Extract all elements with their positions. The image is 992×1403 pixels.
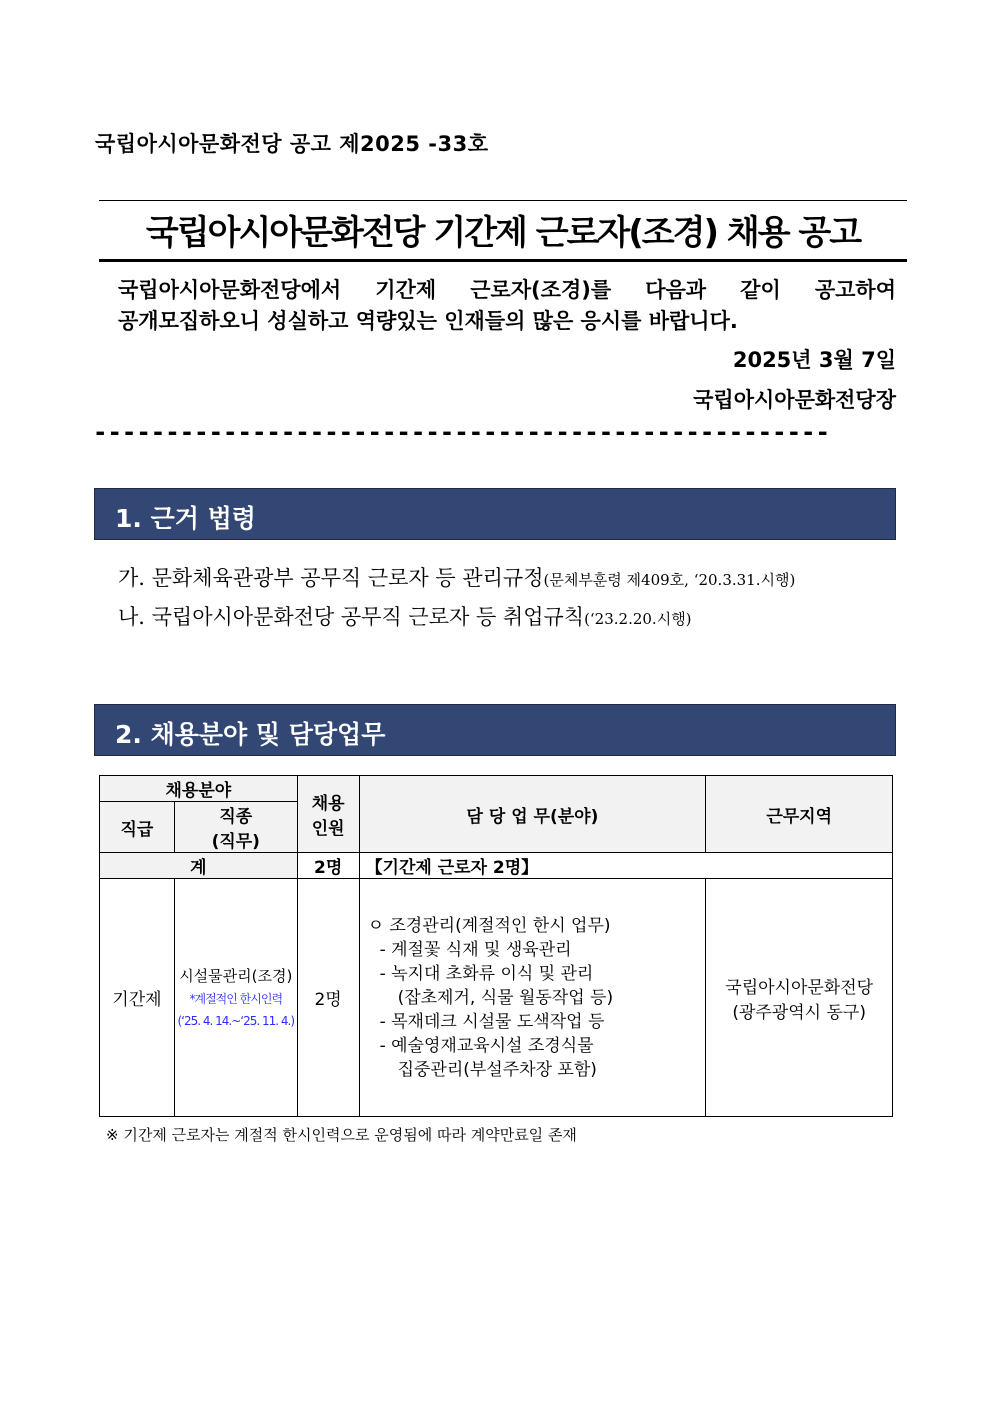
total-label: 계 [100,853,298,879]
intro-word: 다음과 [645,278,707,302]
intro-word: 공고하여 [814,278,896,302]
intro-word: 기간제 [375,278,437,302]
header-field: 채용분야 [100,776,298,802]
header-location: 근무지역 [706,776,893,853]
header-job-line: (직무) [211,832,260,852]
header-duty: 담 당 업 무(분야) [359,776,706,853]
section-2-title: 2. 채용분야 및 담당업무 [115,720,386,749]
total-note: 【기간제 근로자 2명】 [359,853,892,879]
recruitment-table [99,775,893,1117]
location-line: 국립아시아문화전당 [725,977,874,998]
header-hire-line: 채용 [311,794,345,814]
intro-line-2: 공개모집하오니 성실하고 역량있는 인재들의 많은 응시를 바랍니다. [118,309,738,333]
duty-line: 집중관리(부설주차장 포함) [397,1059,597,1080]
signer: 국립아시아문화전당장 [693,388,896,412]
header-grade: 직급 [100,802,175,853]
intro-word: 같이 [740,278,781,302]
page-title: 국립아시아문화전당 기간제 근로자(조경) 채용 공고 [145,213,861,253]
row-grade: 기간제 [100,879,175,1117]
row-duties [359,879,706,1117]
row-job-note: *계절적인 한시인력 [189,991,283,1006]
header-hire-count [297,776,359,853]
law-item-note: (‘23.2.20.시행) [584,610,692,628]
total-count: 2명 [297,853,359,879]
notice-number: 국립아시아문화전당 공고 제2025 -33호 [95,132,489,156]
location-line: (광주광역시 동구) [732,1002,866,1023]
section-1-title: 1. 근거 법령 [115,504,256,533]
row-count: 2명 [297,879,359,1117]
footnote: ※ 기간제 근로자는 계절적 한시인력으로 운영됨에 따라 계약만료일 존재 [106,1126,577,1144]
intro-word: 국립아시아문화전당에서 [118,278,342,302]
table-row [100,879,893,1117]
title-rule [99,259,907,262]
intro-word: 근로자(조경)를 [470,278,612,302]
row-job-period: (‘25. 4. 14.~‘25. 11. 4.) [177,1013,295,1028]
law-item-main: 가. 문화체육관광부 공무직 근로자 등 관리규정 [118,566,544,590]
row-location [706,879,893,1117]
law-item [118,601,692,631]
duty-line: - 예술영재교육시설 조경식물 [379,1035,594,1056]
duty-line: ㅇ 조경관리(계절적인 한시 업무) [367,915,611,936]
dashed-divider: --------------------------------------------------- [93,418,830,446]
top-rule [99,200,907,201]
section-1-header [94,488,896,540]
row-job-title: 시설물관리(조경) [179,966,293,985]
notice-date: 2025년 3월 7일 [732,348,896,372]
law-item [118,562,795,592]
section-2-header [94,704,896,756]
duty-line: - 계절꽃 식재 및 생육관리 [379,939,572,960]
law-item-note: (문체부훈령 제409호, ‘20.3.31.시행) [543,571,796,589]
intro-line-1 [118,275,896,306]
header-job-line: 직종 [219,807,253,827]
header-hire-line: 인원 [311,819,345,839]
row-job [174,879,297,1117]
duty-line: - 녹지대 초화류 이식 및 관리 [379,963,594,984]
header-job [174,802,297,853]
duty-line: - 목재데크 시설물 도색작업 등 [379,1011,605,1032]
law-item-main: 나. 국립아시아문화전당 공무직 근로자 등 취업규칙 [118,605,585,629]
duty-line: (잡초제거, 식물 월동작업 등) [397,987,614,1008]
table-header-row [100,776,893,802]
intro-paragraph [118,275,896,337]
total-row [100,853,893,879]
